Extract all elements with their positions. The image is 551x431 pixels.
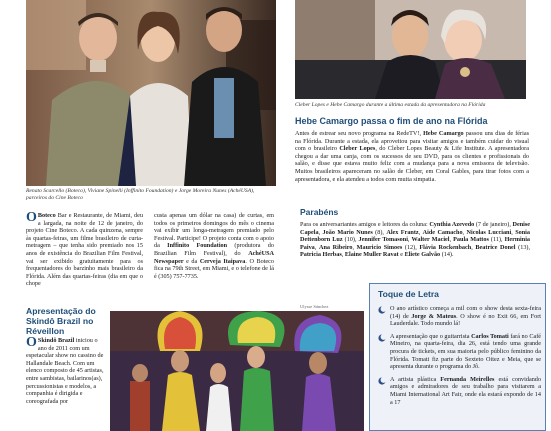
boteco-body-col1 <box>26 212 143 288</box>
parabens-headline: Parabéns <box>300 207 339 217</box>
boteco-col1-text: Boteco Bar e Restaurante, de Miami, deu a largada, na noite de 12 de janeiro, do projeto Cine Boteco. A cada quinzena, sempre às quartas-feiras, um filme brasileiro de curta-metragem – que tenha sido premiado nos 15 anos de existência do Brazilian Film Festival, vai ser exibido gratuitamente para os frequentadores do barzinho mais brasileiro da Flórida. Além das quartas-feiras (dia em que o chope <box>26 212 143 288</box>
photo-boteco-partners-image <box>26 0 276 186</box>
photo-hebe-caption: Cleber Lopes e Hebe Camargo durante a última estada da apresentadora na Flórida <box>295 102 486 108</box>
toque-item-text: O ano artístico começa a mil com o show desta sexta-feira (14) de Jorge & Mateus. O show é no Exit 66, em Fort Lauderdale. Todo mundo lá! <box>390 305 541 328</box>
photo-hebe-cleber-image <box>295 0 526 99</box>
toque-item <box>378 333 541 371</box>
toque-de-letra-box <box>369 283 546 431</box>
skindo-body <box>26 337 106 405</box>
skindo-photo-credit: Ulysse Sánchez <box>300 304 329 309</box>
skindo-dropcap: O <box>26 335 37 350</box>
parabens-body: Para os aniversariantes amigos e leitores da coluna: Cynthia Azevedo (7 de janeiro), Denise Capela, João Mario Nunes (8), Alex Frantz, Aide Camacho, Nicolas Lucciani, Sonia Dettenborn Luz (10), Jennifer Tomasoni, Walter Maciel, Paula Mattos (11), Herminia Paiva, Ana Ribeiro, Mauricio Simoes (12), Flávia Rockenbach, Beatrice Donel (13), Patricia Herbas, Elaine Muller Ravat e Eliete Galvão (14). <box>300 221 531 259</box>
toque-item <box>378 376 541 406</box>
toque-items <box>378 305 541 411</box>
toque-item-text: A artista plástica Fernanda Meirelles está convidando amigos e admiradores de seu trabalho para visitarem a Miami International Art Fair, onde ela estará expondo de 14 a 17 <box>390 375 541 406</box>
toque-item <box>378 305 541 328</box>
hebe-headline: Hebe Camargo passa o fim de ano na Flórida <box>295 116 488 126</box>
photo-boteco-caption: Renato Scarcello (Boteco), Viviane Spinelli (Inffinito Foundation) e Jorge Moreira Nunes (AchéUSA), parceiros do Cine Boteco <box>26 188 255 201</box>
photo-boteco-partners <box>26 0 276 186</box>
skindo-body-text: Skindô Brazil iniciou o ano de 2011 com um espetacular show no cassino de Hallandale Beach. Com um elenco composto de 45 artistas, entre sambistas, bailarinos(as), percussionistas e modelos, a companhia é dirigida e coreografada por <box>26 337 104 405</box>
skindo-headline: Apresentação do Skindô Brazil no Réveillon <box>26 306 96 336</box>
crescent-moon-icon <box>378 306 386 314</box>
crescent-moon-icon <box>378 377 386 385</box>
photo-hebe-cleber <box>295 0 526 99</box>
hebe-body: Antes de estrear seu novo programa na RedeTV!, Hebe Camargo passou uns dias de férias na Flórida. Durante a estada, ela aproveitou para visitar amigos e também cuidar do visual com o brasileiro Cleber Lopes, do Cleber Lopes Beauty & Life Institute. A apresentadora chegou a dar uma canja, com os sucessos de seu DVD, para os clientes e profissionais do salão, e disse que estava muito feliz com a mudança para a nova emissora de televisão. Muitos brasileiros apareceram no salão de Cleber, em Coral Gables, para tirar fotos com a apresentadora, e ela atendeu a todos com muita simpatia. <box>295 130 529 183</box>
boteco-body-col2: custa apenas um dólar na casa) de curtas, em todos os primeiros domingos do mês o cinema vai exibir um longa-metragem premiado pelo Festival. Participe! O projeto conta com o apoio da Inffinito Foundation (produtora do Brazilian Film Festival), do AchéUSA Newspaper e da Cerveja Itaipava. O Boteco fica na 79th Street, em Miami, e o telefone de lá é (305) 757-7735. <box>154 212 274 280</box>
photo-skindo-show <box>110 311 364 431</box>
toque-headline: Toque de Letra <box>378 289 439 299</box>
photo-skindo-show-image <box>110 311 364 431</box>
boteco-dropcap: O <box>26 210 37 225</box>
toque-item-text: A apresentação que o guitarrista Carlos Tomati fará no Café Mineiro, na quarta-feira, dia 26, está tendo uma grande procura de tickets, em sua maioria pelo público feminino da Flórida. Tomati fiz parte do Sexteto Oitez e Meia, que se apresenta durante o programa do Jô. <box>390 332 542 371</box>
crescent-moon-icon <box>378 334 386 342</box>
